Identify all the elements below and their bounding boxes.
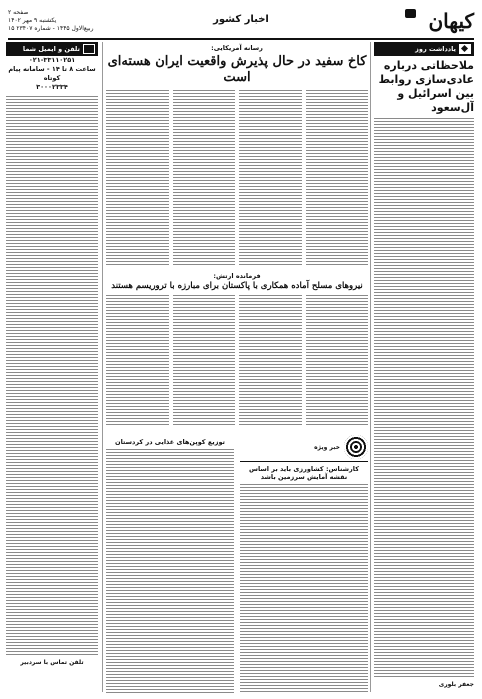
second-story-body (106, 295, 368, 427)
second-kicker: فرمانده ارتش: (213, 272, 261, 280)
editorial-title: ملاحظاتی درباره عادی‌سازی روابط بین اسرائیل و آل‌سعود (378, 59, 474, 114)
lower-row (106, 435, 368, 694)
editorial-label: یادداشت روز (374, 42, 474, 56)
news-box (240, 435, 368, 694)
kurd-body (106, 449, 234, 694)
main-headline: کاخ سفید در حال پذیرش واقعیت ایران هسته‌ای است (107, 54, 367, 85)
column-rule (370, 42, 371, 692)
left-bottom-label: تلفن تماس با سردبیر (20, 659, 84, 666)
left-body (6, 96, 98, 656)
issue-line: صفحه ۲ (8, 9, 29, 16)
main-story-body (106, 90, 368, 266)
left-column (6, 42, 98, 694)
editorial-body (374, 118, 474, 678)
text-column (173, 90, 236, 266)
text-column (239, 90, 302, 266)
text-column (173, 295, 236, 427)
text-column (306, 295, 369, 427)
contact-line: ۳۰۰۰۲۳۳۴ (36, 83, 68, 91)
news-box-label: خبر ویژه (314, 443, 340, 451)
kurd-story (106, 435, 234, 694)
text-column (306, 90, 369, 266)
issue-line: یکشنبه ۹ مهر ۱۴۰۲ (8, 17, 57, 24)
editorial-column (374, 42, 474, 694)
contact-line: ۰۲۱-۳۳۱۱۰۲۵۱ (28, 56, 76, 64)
contact-line: ساعت ۸ تا ۱۴ - سامانه پیام کوتاه (8, 65, 96, 82)
middle-area (106, 42, 368, 694)
masthead (8, 6, 474, 40)
news-box-headline: کارشناس: کشاورزی باید بر اساس نقشه آمایش سرزمین باشد (249, 465, 359, 481)
spiral-logo-icon (344, 435, 368, 459)
text-column (106, 90, 169, 266)
text-column (106, 295, 169, 427)
main-kicker: رسانه آمریکایی: (211, 44, 263, 52)
kurd-headline: توزیع کوپن‌های غذایی در کردستان (115, 438, 225, 446)
issue-line: ۱۵ ربیع‌الاول ۱۴۴۵ - شماره ۲۳۴۰۷ (8, 25, 94, 32)
text-column (239, 295, 302, 427)
left-label: تلفن و ایمیل شما (6, 42, 98, 56)
editorial-icon (459, 44, 471, 54)
issue-info (8, 9, 93, 33)
column-rule (102, 42, 103, 692)
news-box-body (240, 484, 368, 694)
news-box-header (240, 435, 368, 462)
logo-text: کیهان (428, 9, 474, 33)
phone-icon (83, 44, 95, 54)
section-title: اخبار کشور (213, 14, 269, 25)
second-headline: نیروهای مسلح آماده همکاری با پاکستان برای مبارزه با تروریسم هستند (111, 281, 363, 291)
editorial-author: جعفر بلوری (438, 681, 474, 688)
